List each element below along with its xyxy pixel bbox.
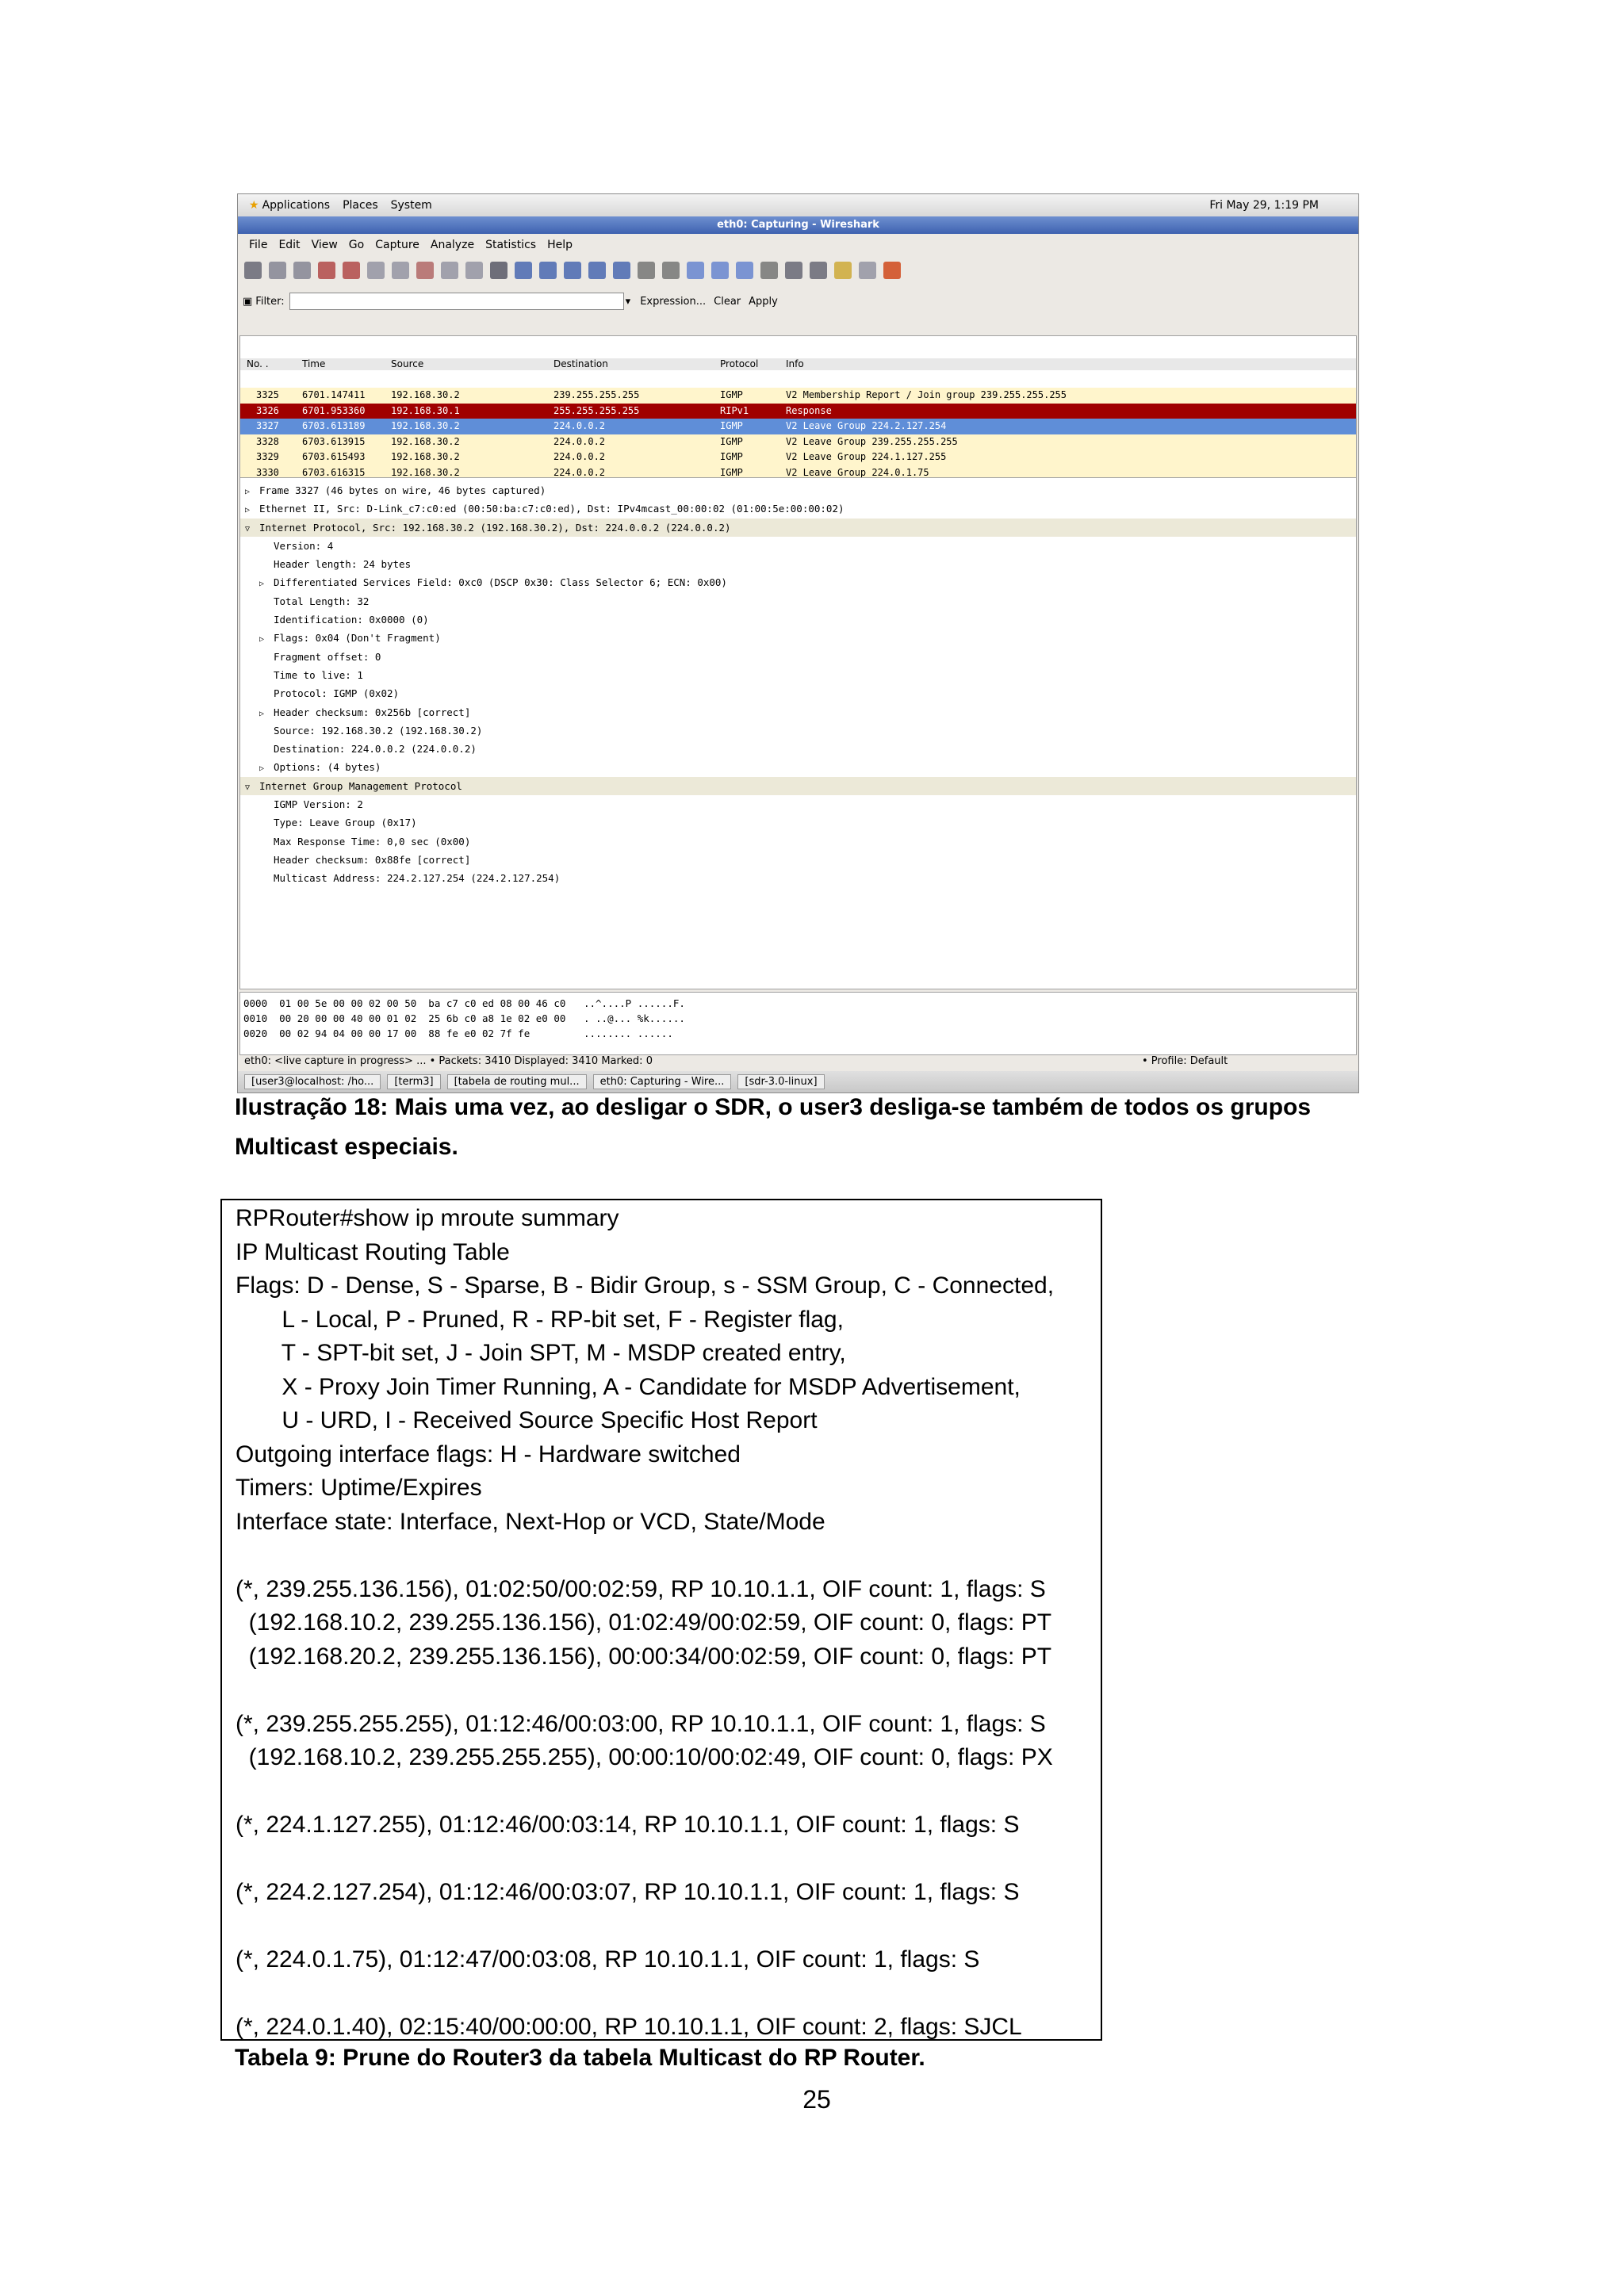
command-output-line: T - SPT-bit set, J - Join SPT, M - MSDP created entry,	[236, 1340, 846, 1366]
detail-text: Flags: 0x04 (Don't Fragment)	[274, 632, 441, 645]
toolbar-icon[interactable]	[318, 262, 335, 279]
detail-row[interactable]	[240, 555, 1356, 573]
menu-item[interactable]: Edit	[278, 239, 301, 251]
taskbar-item[interactable]: eth0: Capturing - Wire...	[593, 1074, 732, 1089]
tree-spacer	[259, 686, 274, 704]
detail-row[interactable]	[240, 684, 1356, 702]
detail-row[interactable]	[240, 481, 1356, 499]
desktop-menu-item[interactable]: Applications	[262, 199, 331, 212]
detail-row[interactable]	[240, 703, 1356, 721]
table-caption: Tabela 9: Prune do Router3 da tabela Multicast do RP Router.	[235, 2045, 925, 2071]
filter-label: Filter:	[255, 295, 285, 308]
toolbar-icon[interactable]	[687, 262, 704, 279]
detail-row[interactable]	[240, 666, 1356, 684]
packet-cell-proto: IGMP	[720, 389, 743, 400]
command-output-line: (192.168.20.2, 239.255.136.156), 00:00:34/00:02:59, OIF count: 0, flags: PT	[236, 1643, 1052, 1670]
menu-item[interactable]: Statistics	[485, 239, 537, 251]
expander-icon[interactable]: ▷	[259, 635, 265, 645]
command-output-line: (192.168.10.2, 239.255.136.156), 01:02:49/00:02:59, OIF count: 0, flags: PT	[236, 1609, 1052, 1636]
packet-cell-info: V2 Leave Group 224.1.127.255	[786, 451, 947, 463]
command-output-line: (*, 224.2.127.254), 01:12:46/00:03:07, RP 10.10.1.1, OIF count: 1, flags: S	[236, 1879, 1020, 1905]
detail-text: Header length: 24 bytes	[274, 558, 412, 571]
packet-cell-src: 192.168.30.1	[391, 404, 460, 416]
applications-icon: ★	[249, 199, 259, 212]
packet-cell-proto: IGMP	[720, 466, 743, 478]
packet-cell-src: 192.168.30.2	[391, 451, 460, 463]
detail-text: Frame 3327 (46 bytes on wire, 46 bytes captured)	[259, 484, 546, 496]
status-bar	[238, 1052, 1359, 1071]
toolbar-icon[interactable]	[269, 262, 286, 279]
desktop-menu-item[interactable]: System	[390, 199, 432, 212]
tree-spacer	[259, 612, 274, 630]
packet-cell-info: V2 Leave Group 239.255.255.255	[786, 435, 958, 447]
toolbar-icon[interactable]	[515, 262, 532, 279]
command-output-box	[220, 1199, 1102, 2041]
command-output-line: Interface state: Interface, Next-Hop or VCD, State/Mode	[236, 1508, 825, 1535]
packet-cell-no: 3330	[256, 466, 279, 478]
detail-row[interactable]	[240, 777, 1356, 795]
packet-cell-src: 192.168.30.2	[391, 466, 460, 478]
detail-text: Type: Leave Group (0x17)	[274, 817, 417, 829]
packet-cell-no: 3325	[256, 389, 279, 400]
detail-text: Ethernet II, Src: D-Link_c7:c0:ed (00:50:ba:c7:c0:ed), Dst: IPv4mcast_00:00:02 (01:00:5e:00:00:02)	[259, 503, 845, 515]
packet-cell-src: 192.168.30.2	[391, 420, 460, 432]
packet-cell-time: 6703.613189	[302, 420, 366, 432]
packet-cell-dst: 224.0.0.2	[553, 451, 606, 463]
toolbar	[238, 256, 1359, 285]
packet-cell-info: V2 Leave Group 224.2.127.254	[786, 420, 947, 432]
command-output-line: (*, 224.0.1.75), 01:12:47/00:03:08, RP 10.10.1.1, OIF count: 1, flags: S	[236, 1946, 980, 1973]
filter-input[interactable]	[289, 293, 624, 310]
toolbar-icon[interactable]	[785, 262, 802, 279]
tree-spacer	[259, 852, 274, 871]
toolbar-icon[interactable]	[638, 262, 655, 279]
filter-button[interactable]: Clear	[714, 295, 741, 308]
detail-text: Differentiated Services Field: 0xc0 (DSCP 0x30: Class Selector 6; ECN: 0x00)	[274, 576, 727, 589]
detail-text: Options: (4 bytes)	[274, 761, 381, 774]
packet-cell-info: V2 Leave Group 224.0.1.75	[786, 466, 929, 478]
taskbar-item[interactable]: [user3@localhost: /ho...	[244, 1074, 381, 1089]
hex-line: 0000 01 00 5e 00 00 02 00 50 ba c7 c0 ed 08 00 46 c0 ..^....P ......F.	[243, 997, 685, 1009]
column-header[interactable]: Info	[786, 358, 804, 369]
tree-spacer	[259, 815, 274, 833]
filter-dropdown-icon[interactable]: ▾	[625, 295, 631, 308]
menu-item[interactable]: Help	[547, 239, 573, 251]
packet-cell-info: Response	[786, 404, 832, 416]
toolbar-icon[interactable]	[662, 262, 680, 279]
taskbar-item[interactable]: [term3]	[387, 1074, 440, 1089]
detail-text: Multicast Address: 224.2.127.254 (224.2.127.254)	[274, 872, 561, 885]
tree-spacer	[259, 871, 274, 889]
packet-row[interactable]	[240, 419, 1356, 434]
column-header[interactable]: Destination	[553, 358, 608, 369]
column-header[interactable]: Protocol	[720, 358, 759, 369]
toolbar-icon[interactable]	[293, 262, 311, 279]
command-output-line: Flags: D - Dense, S - Sparse, B - Bidir Group, s - SSM Group, C - Connected,	[236, 1272, 1055, 1299]
toolbar-icon[interactable]	[490, 262, 508, 279]
command-output-line: RPRouter#show ip mroute summary	[236, 1205, 619, 1231]
detail-row[interactable]	[240, 537, 1356, 555]
command-output-line: (192.168.10.2, 239.255.255.255), 00:00:10/00:02:49, OIF count: 0, flags: PX	[236, 1744, 1053, 1770]
command-output-line: Outgoing interface flags: H - Hardware switched	[236, 1441, 741, 1468]
detail-row[interactable]	[240, 648, 1356, 666]
packet-cell-proto: IGMP	[720, 420, 743, 432]
command-output-line: Timers: Uptime/Expires	[236, 1475, 482, 1501]
tree-spacer	[259, 797, 274, 815]
packet-cell-time: 6701.953360	[302, 404, 366, 416]
command-output-line: (*, 239.255.255.255), 01:12:46/00:03:00, RP 10.10.1.1, OIF count: 1, flags: S	[236, 1710, 1046, 1737]
toolbar-icon[interactable]	[760, 262, 778, 279]
detail-text: IGMP Version: 2	[274, 798, 363, 811]
detail-text: Internet Protocol, Src: 192.168.30.2 (192.168.30.2), Dst: 224.0.0.2 (224.0.0.2)	[259, 521, 731, 534]
detail-text: Total Length: 32	[274, 595, 370, 607]
page-number: 25	[802, 2085, 831, 2114]
hex-line: 0010 00 20 00 00 40 00 01 02 25 6b c0 a8 1e 02 e0 00 . ..@... %k......	[243, 1012, 685, 1024]
tree-spacer	[259, 594, 274, 612]
packet-cell-src: 192.168.30.2	[391, 435, 460, 447]
window-title: eth0: Capturing - Wireshark	[238, 216, 1358, 234]
packet-cell-proto: IGMP	[720, 435, 743, 447]
command-output-line: L - Local, P - Pruned, R - RP-bit set, F - Register flag,	[236, 1306, 844, 1333]
packet-bytes	[239, 992, 1357, 1055]
filter-button[interactable]: Apply	[749, 295, 778, 308]
detail-row[interactable]	[240, 795, 1356, 813]
clock: Fri May 29, 1:19 PM	[1209, 199, 1319, 212]
column-header[interactable]: Time	[302, 358, 326, 369]
filter-button[interactable]: Expression...	[640, 295, 707, 308]
command-output-line: (*, 224.0.1.40), 02:15:40/00:00:00, RP 10.10.1.1, OIF count: 2, flags: SJCL	[236, 2014, 1022, 2040]
hex-line: 0020 00 02 94 04 00 00 17 00 88 fe e0 02 7f fe ........ ......	[243, 1027, 673, 1039]
toolbar-icon[interactable]	[367, 262, 385, 279]
detail-text: Header checksum: 0x256b [correct]	[274, 706, 471, 718]
toolbar-icon[interactable]	[711, 262, 729, 279]
detail-row[interactable]	[240, 721, 1356, 740]
status-left: eth0: <live capture in progress> ... • Packets: 3410 Displayed: 3410 Marked: 0	[244, 1055, 653, 1067]
packet-row[interactable]	[240, 388, 1356, 404]
packet-details	[239, 477, 1357, 989]
toolbar-icon[interactable]	[859, 262, 876, 279]
detail-row[interactable]	[240, 592, 1356, 610]
menu-item[interactable]: Go	[348, 239, 365, 251]
expander-icon[interactable]: ▷	[259, 764, 265, 774]
filter-bar	[238, 289, 1358, 313]
taskbar-item[interactable]: [sdr-3.0-linux]	[737, 1074, 824, 1089]
detail-row[interactable]	[240, 499, 1356, 518]
column-header[interactable]: Source	[391, 358, 424, 369]
toolbar-icon[interactable]	[392, 262, 409, 279]
packet-cell-no: 3327	[256, 420, 279, 432]
detail-row[interactable]	[240, 740, 1356, 758]
packet-row[interactable]	[240, 404, 1356, 419]
toolbar-icon[interactable]	[416, 262, 434, 279]
detail-row[interactable]	[240, 869, 1356, 887]
detail-text: Max Response Time: 0,0 sec (0x00)	[274, 835, 471, 848]
detail-text: Destination: 224.0.0.2 (224.0.0.2)	[274, 743, 477, 756]
toolbar-icon[interactable]	[834, 262, 852, 279]
packet-cell-dst: 239.255.255.255	[553, 389, 640, 400]
detail-row[interactable]	[240, 573, 1356, 591]
packet-cell-info: V2 Membership Report / Join group 239.255.255.255	[786, 389, 1067, 400]
detail-text: Protocol: IGMP (0x02)	[274, 687, 400, 700]
command-output-line: (*, 239.255.136.156), 01:02:50/00:02:59, RP 10.10.1.1, OIF count: 1, flags: S	[236, 1575, 1046, 1602]
toolbar-icon[interactable]	[588, 262, 606, 279]
tree-spacer	[259, 668, 274, 686]
command-output-line: U - URD, I - Received Source Specific Host Report	[236, 1407, 818, 1433]
toolbar-icon[interactable]	[613, 262, 630, 279]
packet-cell-time: 6703.616315	[302, 466, 366, 478]
detail-row[interactable]	[240, 832, 1356, 851]
packet-cell-proto: RIPv1	[720, 404, 749, 416]
toolbar-icon[interactable]	[564, 262, 581, 279]
detail-text: Source: 192.168.30.2 (192.168.30.2)	[274, 724, 483, 737]
detail-row[interactable]	[240, 851, 1356, 869]
detail-text: Internet Group Management Protocol	[259, 779, 462, 792]
command-output-line: (*, 224.1.127.255), 01:12:46/00:03:14, RP 10.10.1.1, OIF count: 1, flags: S	[236, 1812, 1020, 1838]
menu-bar	[238, 235, 1358, 254]
expander-icon[interactable]: ▷	[259, 580, 265, 589]
packet-cell-no: 3329	[256, 451, 279, 463]
expander-icon[interactable]: ▷	[245, 488, 251, 496]
packet-cell-time: 6703.613915	[302, 435, 366, 447]
packet-row[interactable]	[240, 465, 1356, 478]
desktop-top-panel	[238, 194, 1358, 216]
taskbar-item[interactable]: [tabela de routing mul...	[447, 1074, 587, 1089]
toolbar-icon[interactable]	[736, 262, 753, 279]
figure-caption	[235, 1088, 1424, 1167]
packet-row[interactable]	[240, 450, 1356, 465]
packet-cell-dst: 224.0.0.2	[553, 466, 606, 478]
detail-text: Identification: 0x0000 (0)	[274, 614, 429, 626]
expander-icon[interactable]: ▷	[259, 709, 265, 718]
packet-row[interactable]	[240, 434, 1356, 450]
menu-item[interactable]: Analyze	[430, 239, 475, 251]
packet-cell-src: 192.168.30.2	[391, 389, 460, 400]
command-output-line: X - Proxy Join Timer Running, A - Candidate for MSDP Advertisement,	[236, 1373, 1021, 1400]
detail-row[interactable]	[240, 610, 1356, 629]
expander-icon[interactable]: ▽	[245, 783, 251, 792]
menu-item[interactable]: Capture	[375, 239, 419, 251]
tree-spacer	[259, 557, 274, 575]
expander-icon[interactable]: ▷	[245, 506, 251, 515]
expander-icon[interactable]: ▽	[245, 524, 251, 534]
detail-text: Fragment offset: 0	[274, 650, 381, 663]
tree-spacer	[259, 649, 274, 668]
packet-cell-dst: 224.0.0.2	[553, 435, 606, 447]
tree-spacer	[259, 741, 274, 760]
wireshark-screenshot	[237, 193, 1359, 1093]
packet-list-header	[240, 358, 1356, 370]
filter-icon: ▣	[243, 295, 253, 308]
toolbar-icon[interactable]	[244, 262, 262, 279]
desktop-menu-item[interactable]: Places	[343, 199, 378, 212]
detail-text: Time to live: 1	[274, 668, 363, 681]
figure-caption-line2: Multicast especiais.	[235, 1134, 458, 1160]
tree-spacer	[259, 538, 274, 557]
toolbar-icon[interactable]	[465, 262, 483, 279]
command-output-line: IP Multicast Routing Table	[236, 1238, 510, 1265]
packet-cell-dst: 255.255.255.255	[553, 404, 640, 416]
packet-cell-dst: 224.0.0.2	[553, 420, 606, 432]
detail-text: Header checksum: 0x88fe [correct]	[274, 853, 471, 866]
tree-spacer	[259, 723, 274, 741]
toolbar-icon[interactable]	[343, 262, 360, 279]
toolbar-icon[interactable]	[441, 262, 458, 279]
packet-cell-time: 6701.147411	[302, 389, 366, 400]
toolbar-icon[interactable]	[810, 262, 827, 279]
detail-row[interactable]	[240, 519, 1356, 537]
detail-text: Version: 4	[274, 539, 334, 552]
figure-caption-line1: Ilustração 18: Mais uma vez, ao desligar o SDR, o user3 desliga-se também de todos os grupos	[235, 1094, 1312, 1120]
packet-cell-proto: IGMP	[720, 451, 743, 463]
packet-cell-no: 3326	[256, 404, 279, 416]
packet-cell-time: 6703.615493	[302, 451, 366, 463]
packet-cell-no: 3328	[256, 435, 279, 447]
menu-item[interactable]: View	[311, 239, 338, 251]
tree-spacer	[259, 834, 274, 852]
detail-row[interactable]	[240, 629, 1356, 647]
packet-list	[239, 335, 1357, 478]
toolbar-icon[interactable]	[539, 262, 557, 279]
status-right: • Profile: Default	[1142, 1055, 1228, 1067]
menu-item[interactable]: File	[249, 239, 268, 251]
column-header[interactable]: No. .	[247, 358, 269, 369]
detail-row[interactable]	[240, 813, 1356, 832]
detail-row[interactable]	[240, 758, 1356, 776]
toolbar-icon[interactable]	[883, 262, 901, 279]
